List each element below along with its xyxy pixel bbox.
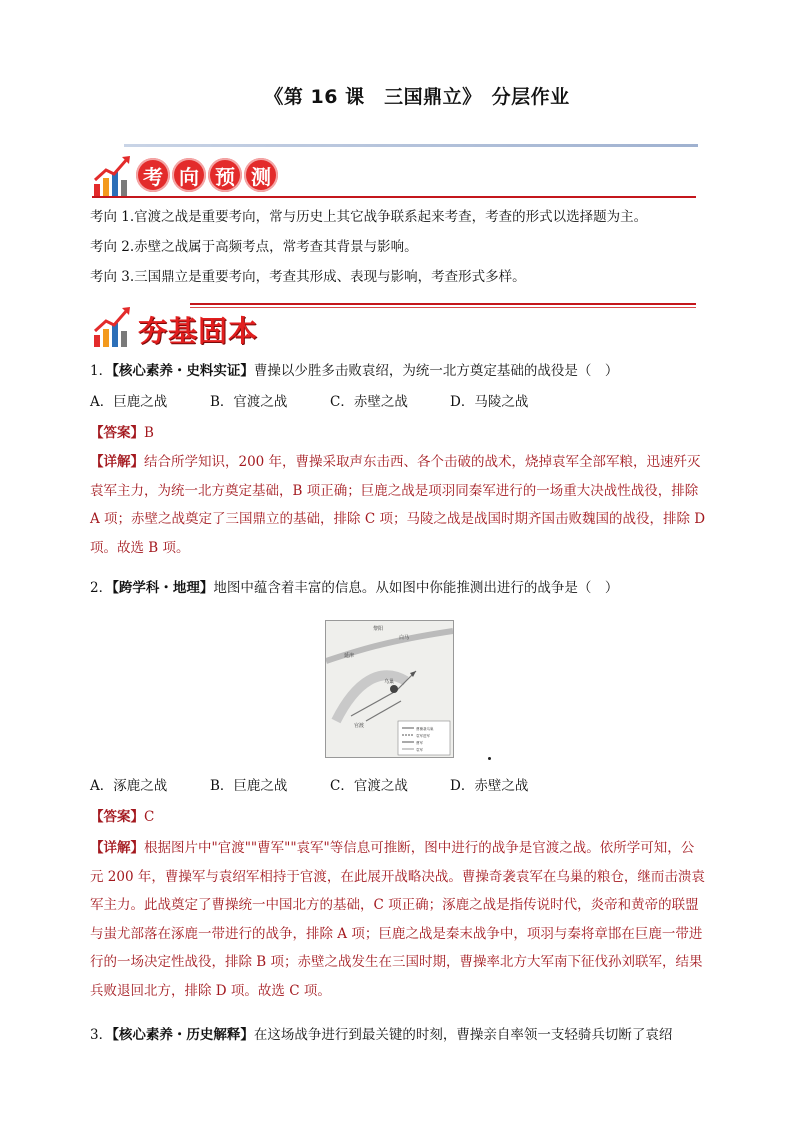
question-tag: 【跨学科・地理】 <box>112 580 214 596</box>
badge-char: 测 <box>244 158 278 192</box>
map-label: 黎阳 <box>373 626 384 632</box>
option-a: A．涿鹿之战 <box>90 778 168 794</box>
option-a: A．巨鹿之战 <box>90 394 168 410</box>
forecast-badges <box>136 158 278 192</box>
answer-label: 【答案】 <box>90 425 144 441</box>
section-header-foundation <box>92 305 702 349</box>
badge-char: 预 <box>208 158 242 192</box>
option-d: D．赤壁之战 <box>450 778 529 794</box>
forecast-item: 考向 3.三国鼎立是重要考向，考查其形成、表现与影响，考查形式多样。 <box>90 269 526 285</box>
explanation-text: 结合所学知识，200 年，曹操采取声东击西、各个击破的战术，烧掉袁军全部军粮，迅速歼灭袁军主力，为统一北方奠定基础，B 项正确；巨鹿之战是项羽同秦军进行的一场重大决战性战役，排除 A 项；赤壁之战奠定了三国鼎立的基础，排除 C 项；马陵之战是战国时期齐国击败魏国的战役，排除 D 项。故选 B 项。 <box>90 454 706 556</box>
page-title: 《第 16 课 三国鼎立》 分层作业 <box>264 86 570 108</box>
bar-chart-trend-icon <box>92 305 134 349</box>
title-divider <box>124 144 698 147</box>
answer-value: B <box>144 425 154 441</box>
question-2 <box>90 578 618 598</box>
question-stem: 地图中蕴含着丰富的信息。从如图中你能推测出进行的战争是（ ） <box>213 580 619 596</box>
section-rule <box>92 196 696 198</box>
bar-chart-trend-icon <box>92 154 134 198</box>
question-stem: 曹操以少胜多击败袁绍，为统一北方奠定基础的战役是（ ） <box>253 363 619 379</box>
option-c: C．赤壁之战 <box>330 394 408 410</box>
answer-1 <box>90 423 154 443</box>
map-label: 乌巢 <box>384 679 395 685</box>
option-b: B．官渡之战 <box>210 394 288 410</box>
battle-map-drawing <box>326 621 453 757</box>
option-c: C．官渡之战 <box>330 778 408 794</box>
question-1 <box>90 361 618 381</box>
question-tag: 【核心素养・史料实证】 <box>112 363 254 379</box>
badge-char: 考 <box>136 158 170 192</box>
legend-label: 袁军进军 <box>416 734 430 738</box>
option-d: D．马陵之战 <box>450 394 529 410</box>
legend-label: 曹操袭乌巢 <box>416 727 434 731</box>
question-2-options <box>90 776 528 796</box>
answer-value: C <box>144 809 155 825</box>
explanation-label: 【详解】 <box>90 454 144 470</box>
battle-marker <box>390 685 398 693</box>
section-header-forecast <box>92 154 702 198</box>
map-label: 延津 <box>344 653 355 659</box>
question-number: 2． <box>90 580 113 596</box>
legend-label: 曹军 <box>416 741 423 745</box>
map-label: 白马 <box>399 635 410 641</box>
option-b: B．巨鹿之战 <box>210 778 288 794</box>
question-number: 1． <box>90 363 113 379</box>
answer-label: 【答案】 <box>90 809 144 825</box>
answer-2 <box>90 807 154 827</box>
question-3 <box>90 1025 672 1045</box>
explanation-2 <box>90 834 706 1005</box>
legend-label: 袁军 <box>416 748 423 752</box>
question-tag: 【核心素养・历史解释】 <box>112 1027 254 1043</box>
section-heading: 夯基固本 <box>138 314 259 348</box>
map-label: 官渡 <box>354 723 365 729</box>
explanation-text: 根据图片中"官渡""曹军""袁军"等信息可推断，图中进行的战争是官渡之战。依所学可知，公元 200 年，曹操军与袁绍军相持于官渡，在此展开战略决战。曹操奇袭袁军在乌巢的粮仓，继而击溃袁军主力。此战奠定了曹操统一中国北方的基础，C 项正确；涿鹿之战是指传说时代，炎帝和黄帝的联盟与蚩尤部落在涿鹿一带进行的战争，排除 A 项；巨鹿之战是秦末战争中，项羽与秦将章邯在巨鹿一带进行的一场决定性战役，排除 B 项；赤壁之战发生在三国时期，曹操率北方大军南下征伐孙刘联军，结果兵败退回北方，排除 D 项。故选 C 项。 <box>90 840 705 999</box>
question-stem: 在这场战争进行到最关键的时刻，曹操亲自率领一支轻骑兵切断了袁绍 <box>253 1027 673 1043</box>
explanation-1 <box>90 448 706 562</box>
explanation-label: 【详解】 <box>90 840 144 856</box>
battle-map-figure <box>325 620 454 758</box>
question-number: 3． <box>90 1027 113 1043</box>
stray-mark <box>488 757 491 760</box>
forecast-item: 考向 1.官渡之战是重要考向，常与历史上其它战争联系起来考查，考查的形式以选择题为主。 <box>90 209 648 225</box>
question-1-options <box>90 392 528 412</box>
forecast-item: 考向 2.赤壁之战属于高频考点，常考查其背景与影响。 <box>90 239 418 255</box>
badge-char: 向 <box>172 158 206 192</box>
